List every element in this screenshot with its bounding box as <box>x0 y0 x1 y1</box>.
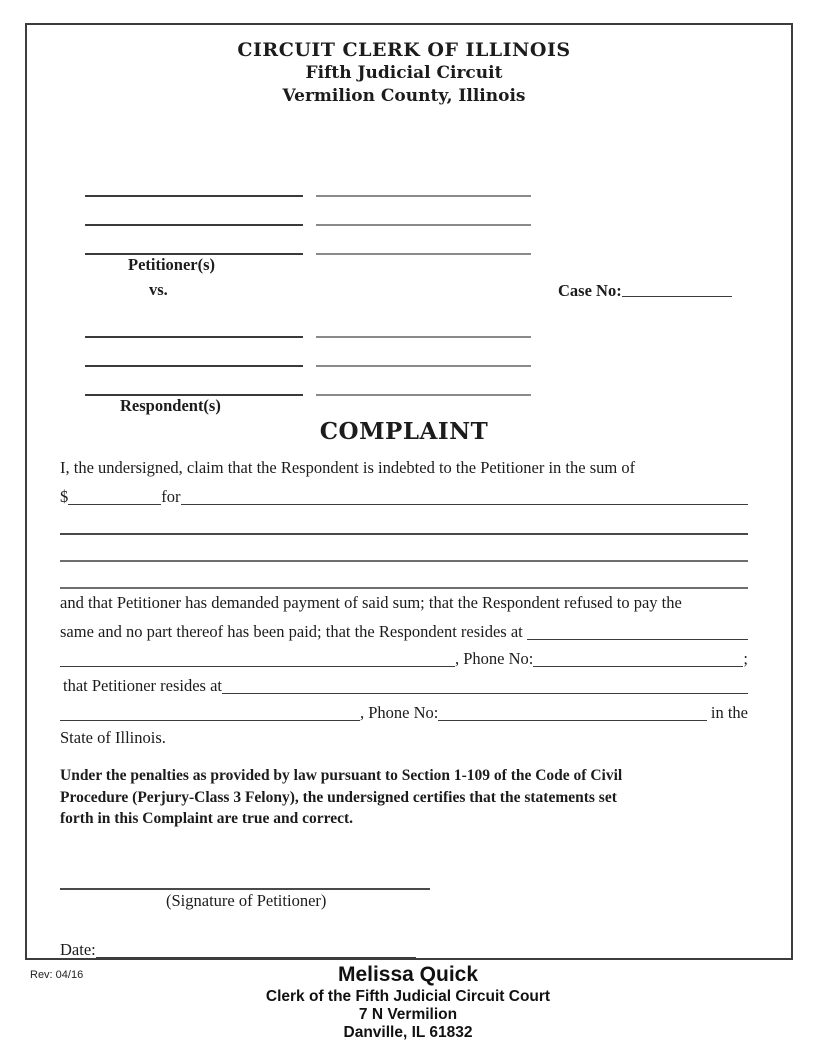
clerk-footer <box>0 963 816 1042</box>
circuit-subtitle: Fifth Judicial Circuit <box>305 63 503 83</box>
date-label: Date: <box>60 939 96 959</box>
petitioner-line-3-right[interactable] <box>316 253 531 255</box>
case-no-label: Case No: <box>558 281 622 300</box>
petitioner-row-2 <box>60 197 748 226</box>
case-no-field[interactable] <box>622 296 732 297</box>
case-caption <box>60 168 748 416</box>
petitioner-phone-row <box>60 697 748 724</box>
respondent-line-3-right[interactable] <box>316 394 531 396</box>
vs-row <box>60 280 748 300</box>
petitioner-phone-label: , Phone No: <box>360 703 439 722</box>
intro-text: I, the undersigned, claim that the Respondent is indebted to the Petitioner in the sum of <box>60 458 636 477</box>
respondent-address-field[interactable] <box>527 639 748 640</box>
respondent-phone-semicolon: ; <box>743 649 748 668</box>
respondent-line-2-left[interactable] <box>85 365 303 367</box>
petitioner-address-row <box>60 670 748 697</box>
demand-text-line-1: and that Petitioner has demanded payment of said sum; that the Respondent refused to pay the <box>60 593 682 612</box>
in-the-label: in the <box>710 703 748 722</box>
form-border <box>25 23 793 960</box>
respondent-line-1-left[interactable] <box>85 336 303 338</box>
petitioner-address-field[interactable] <box>222 693 748 694</box>
clerk-address-line-1: 7 N Vermilion <box>358 1006 458 1023</box>
date-row <box>60 934 748 961</box>
claim-description-line-4[interactable] <box>60 562 748 589</box>
dollar-sign: $ <box>60 487 69 506</box>
vs-label: vs. <box>149 280 168 299</box>
form-header <box>60 25 748 108</box>
penalty-line-1: Under the penalties as provided by law pursuant to Section 1-109 of the Code of Civil <box>60 767 623 784</box>
petitioner-line-1-left[interactable] <box>85 195 303 197</box>
respondent-phone-row <box>60 643 748 670</box>
respondent-address-row <box>60 616 748 643</box>
respondent-address-line-2[interactable] <box>60 666 455 667</box>
respondent-rows <box>60 318 748 396</box>
petitioner-row-1 <box>60 168 748 197</box>
petitioner-line-2-left[interactable] <box>85 224 303 226</box>
complaint-body <box>60 454 748 961</box>
demand-text-line-2: same and no part thereof has been paid; that the Respondent resides at <box>60 622 527 641</box>
petitioner-line-2-right[interactable] <box>316 224 531 226</box>
state-of-illinois-text: State of Illinois. <box>60 728 166 747</box>
respondent-label: Respondent(s) <box>120 396 221 415</box>
amount-field[interactable] <box>68 504 161 505</box>
claim-description-line-3[interactable] <box>60 535 748 562</box>
penalty-line-2: Procedure (Perjury-Class 3 Felony), the undersigned certifies that the statements set <box>60 788 617 806</box>
respondent-row-1 <box>60 318 748 338</box>
petitioner-address-line-2[interactable] <box>60 720 360 721</box>
claim-description-line-2[interactable] <box>60 508 748 535</box>
clerk-title: Clerk of the Fifth Judicial Circuit Court <box>265 988 551 1005</box>
petitioner-row-3 <box>60 226 748 255</box>
respondent-phone-label: , Phone No: <box>455 649 534 668</box>
respondent-phone-field[interactable] <box>533 666 743 667</box>
date-field[interactable] <box>96 957 416 958</box>
petitioner-phone-field[interactable] <box>438 720 707 721</box>
case-number-group <box>558 280 732 300</box>
complaint-title: COMPLAINT <box>319 418 489 445</box>
respondent-row-3 <box>60 367 748 396</box>
clerk-name: Melissa Quick <box>337 963 479 986</box>
revision-note: Rev: 04/16 <box>30 969 84 981</box>
petitioner-resides-label: that Petitioner resides at <box>63 676 222 695</box>
penalty-line-3: forth in this Complaint are true and correct. <box>60 810 354 827</box>
respondent-line-2-right[interactable] <box>316 365 531 367</box>
signature-caption: (Signature of Petitioner) <box>166 890 327 910</box>
petitioner-label: Petitioner(s) <box>128 255 216 274</box>
claim-description-field[interactable] <box>181 504 749 505</box>
county-subtitle: Vermilion County, Illinois <box>282 86 526 106</box>
clerk-address-line-2: Danville, IL 61832 <box>343 1024 473 1041</box>
penalty-clause <box>60 765 748 830</box>
petitioner-line-1-right[interactable] <box>316 195 531 197</box>
for-label: for <box>161 487 181 506</box>
amount-row <box>60 481 748 508</box>
court-title: CIRCUIT CLERK OF ILLINOIS <box>237 39 571 61</box>
respondent-line-1-right[interactable] <box>316 336 531 338</box>
respondent-row-2 <box>60 338 748 367</box>
